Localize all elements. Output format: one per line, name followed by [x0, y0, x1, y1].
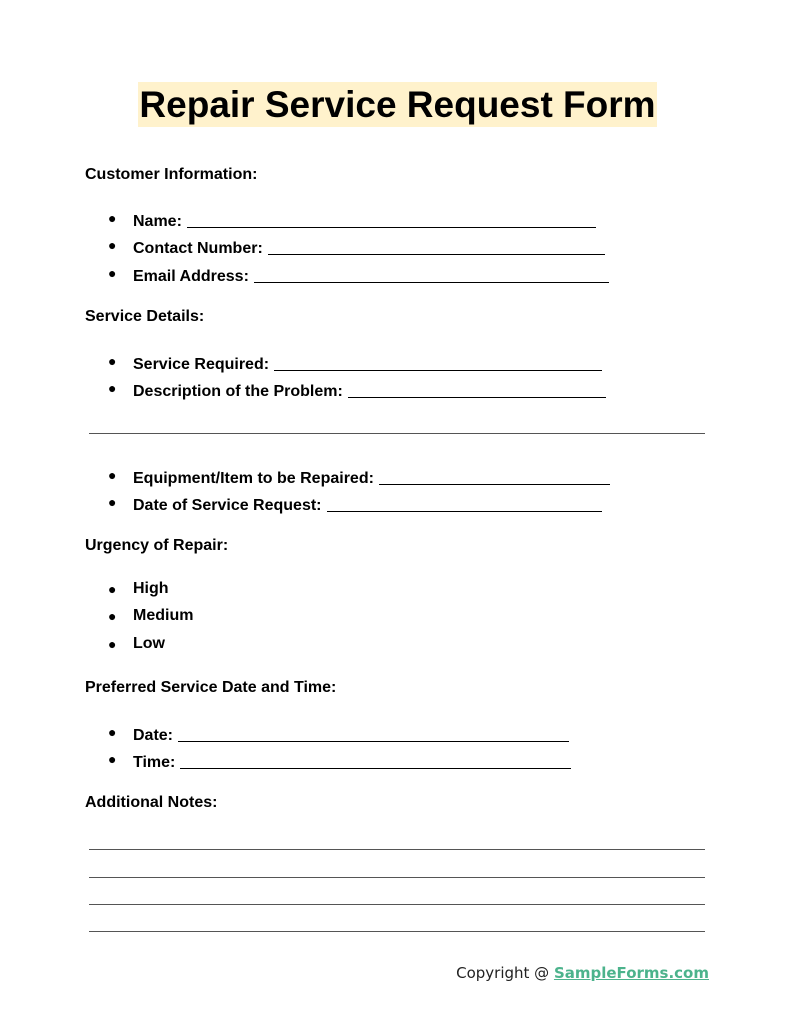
service-fields-list-2 [0, 465, 610, 520]
bullet-icon: ● [108, 724, 117, 740]
bullet-icon: ● [108, 237, 117, 254]
bullet-icon: ● [108, 635, 117, 652]
notes-line-2[interactable] [89, 877, 705, 878]
service-fields-list [0, 351, 606, 406]
title-wrap [0, 82, 795, 127]
field-label-time: Time: [133, 754, 176, 772]
bullet-icon: ● [108, 264, 117, 281]
list-item [0, 263, 609, 290]
urgency-options-list [0, 579, 193, 661]
request-date-field[interactable] [327, 494, 602, 512]
list-item [0, 235, 609, 262]
notes-line-3[interactable] [89, 904, 705, 905]
name-field[interactable] [187, 210, 596, 228]
field-label-name: Name: [133, 213, 182, 230]
notes-line-1[interactable] [89, 849, 705, 850]
copyright-footer [456, 963, 709, 983]
field-label-contact: Contact Number: [133, 240, 263, 258]
field-label-service-required: Service Required: [133, 356, 270, 373]
urgency-label-medium: Medium [133, 607, 194, 625]
problem-description-field[interactable] [348, 380, 606, 398]
bullet-icon: ● [108, 353, 117, 369]
brand-link[interactable]: SampleForms.com [553, 964, 709, 982]
field-label-date: Date: [133, 727, 174, 744]
copyright-prefix: Copyright @ [456, 964, 554, 982]
bullet-icon: ● [108, 494, 117, 511]
list-item [0, 378, 606, 405]
urgency-label-high: High [133, 580, 169, 597]
section-heading-urgency: Urgency of Repair: [85, 537, 229, 554]
urgency-option-medium[interactable] [0, 606, 193, 633]
list-item [0, 351, 606, 378]
service-required-field[interactable] [274, 353, 602, 371]
list-item [0, 208, 609, 235]
time-field[interactable] [180, 751, 571, 769]
equipment-field[interactable] [379, 467, 610, 485]
bullet-icon: ● [108, 210, 117, 226]
description-continuation-line[interactable] [89, 433, 705, 434]
urgency-option-high[interactable] [0, 579, 193, 606]
field-label-description: Description of the Problem: [133, 383, 343, 401]
urgency-label-low: Low [133, 634, 165, 652]
contact-number-field[interactable] [268, 237, 605, 255]
list-item [0, 465, 610, 492]
field-label-email: Email Address: [133, 267, 249, 285]
bullet-icon: ● [108, 581, 117, 597]
notes-line-4[interactable] [89, 931, 705, 932]
section-heading-customer: Customer Information: [85, 166, 258, 183]
page-title: Repair Service Request Form [139, 84, 656, 125]
list-item [0, 492, 610, 519]
bullet-icon: ● [108, 467, 117, 483]
urgency-option-low[interactable] [0, 634, 193, 661]
section-heading-service: Service Details: [85, 308, 205, 325]
bullet-icon: ● [108, 380, 117, 397]
bullet-icon: ● [108, 608, 117, 625]
list-item [0, 749, 571, 776]
date-field[interactable] [178, 724, 569, 742]
section-heading-preferred: Preferred Service Date and Time: [85, 679, 337, 696]
email-field[interactable] [254, 265, 609, 283]
list-item [0, 722, 571, 749]
bullet-icon: ● [108, 751, 117, 768]
section-heading-notes: Additional Notes: [85, 794, 218, 811]
field-label-equipment: Equipment/Item to be Repaired: [133, 470, 374, 487]
customer-fields-list [0, 208, 609, 290]
preferred-fields-list [0, 722, 571, 777]
field-label-request-date: Date of Service Request: [133, 497, 322, 515]
